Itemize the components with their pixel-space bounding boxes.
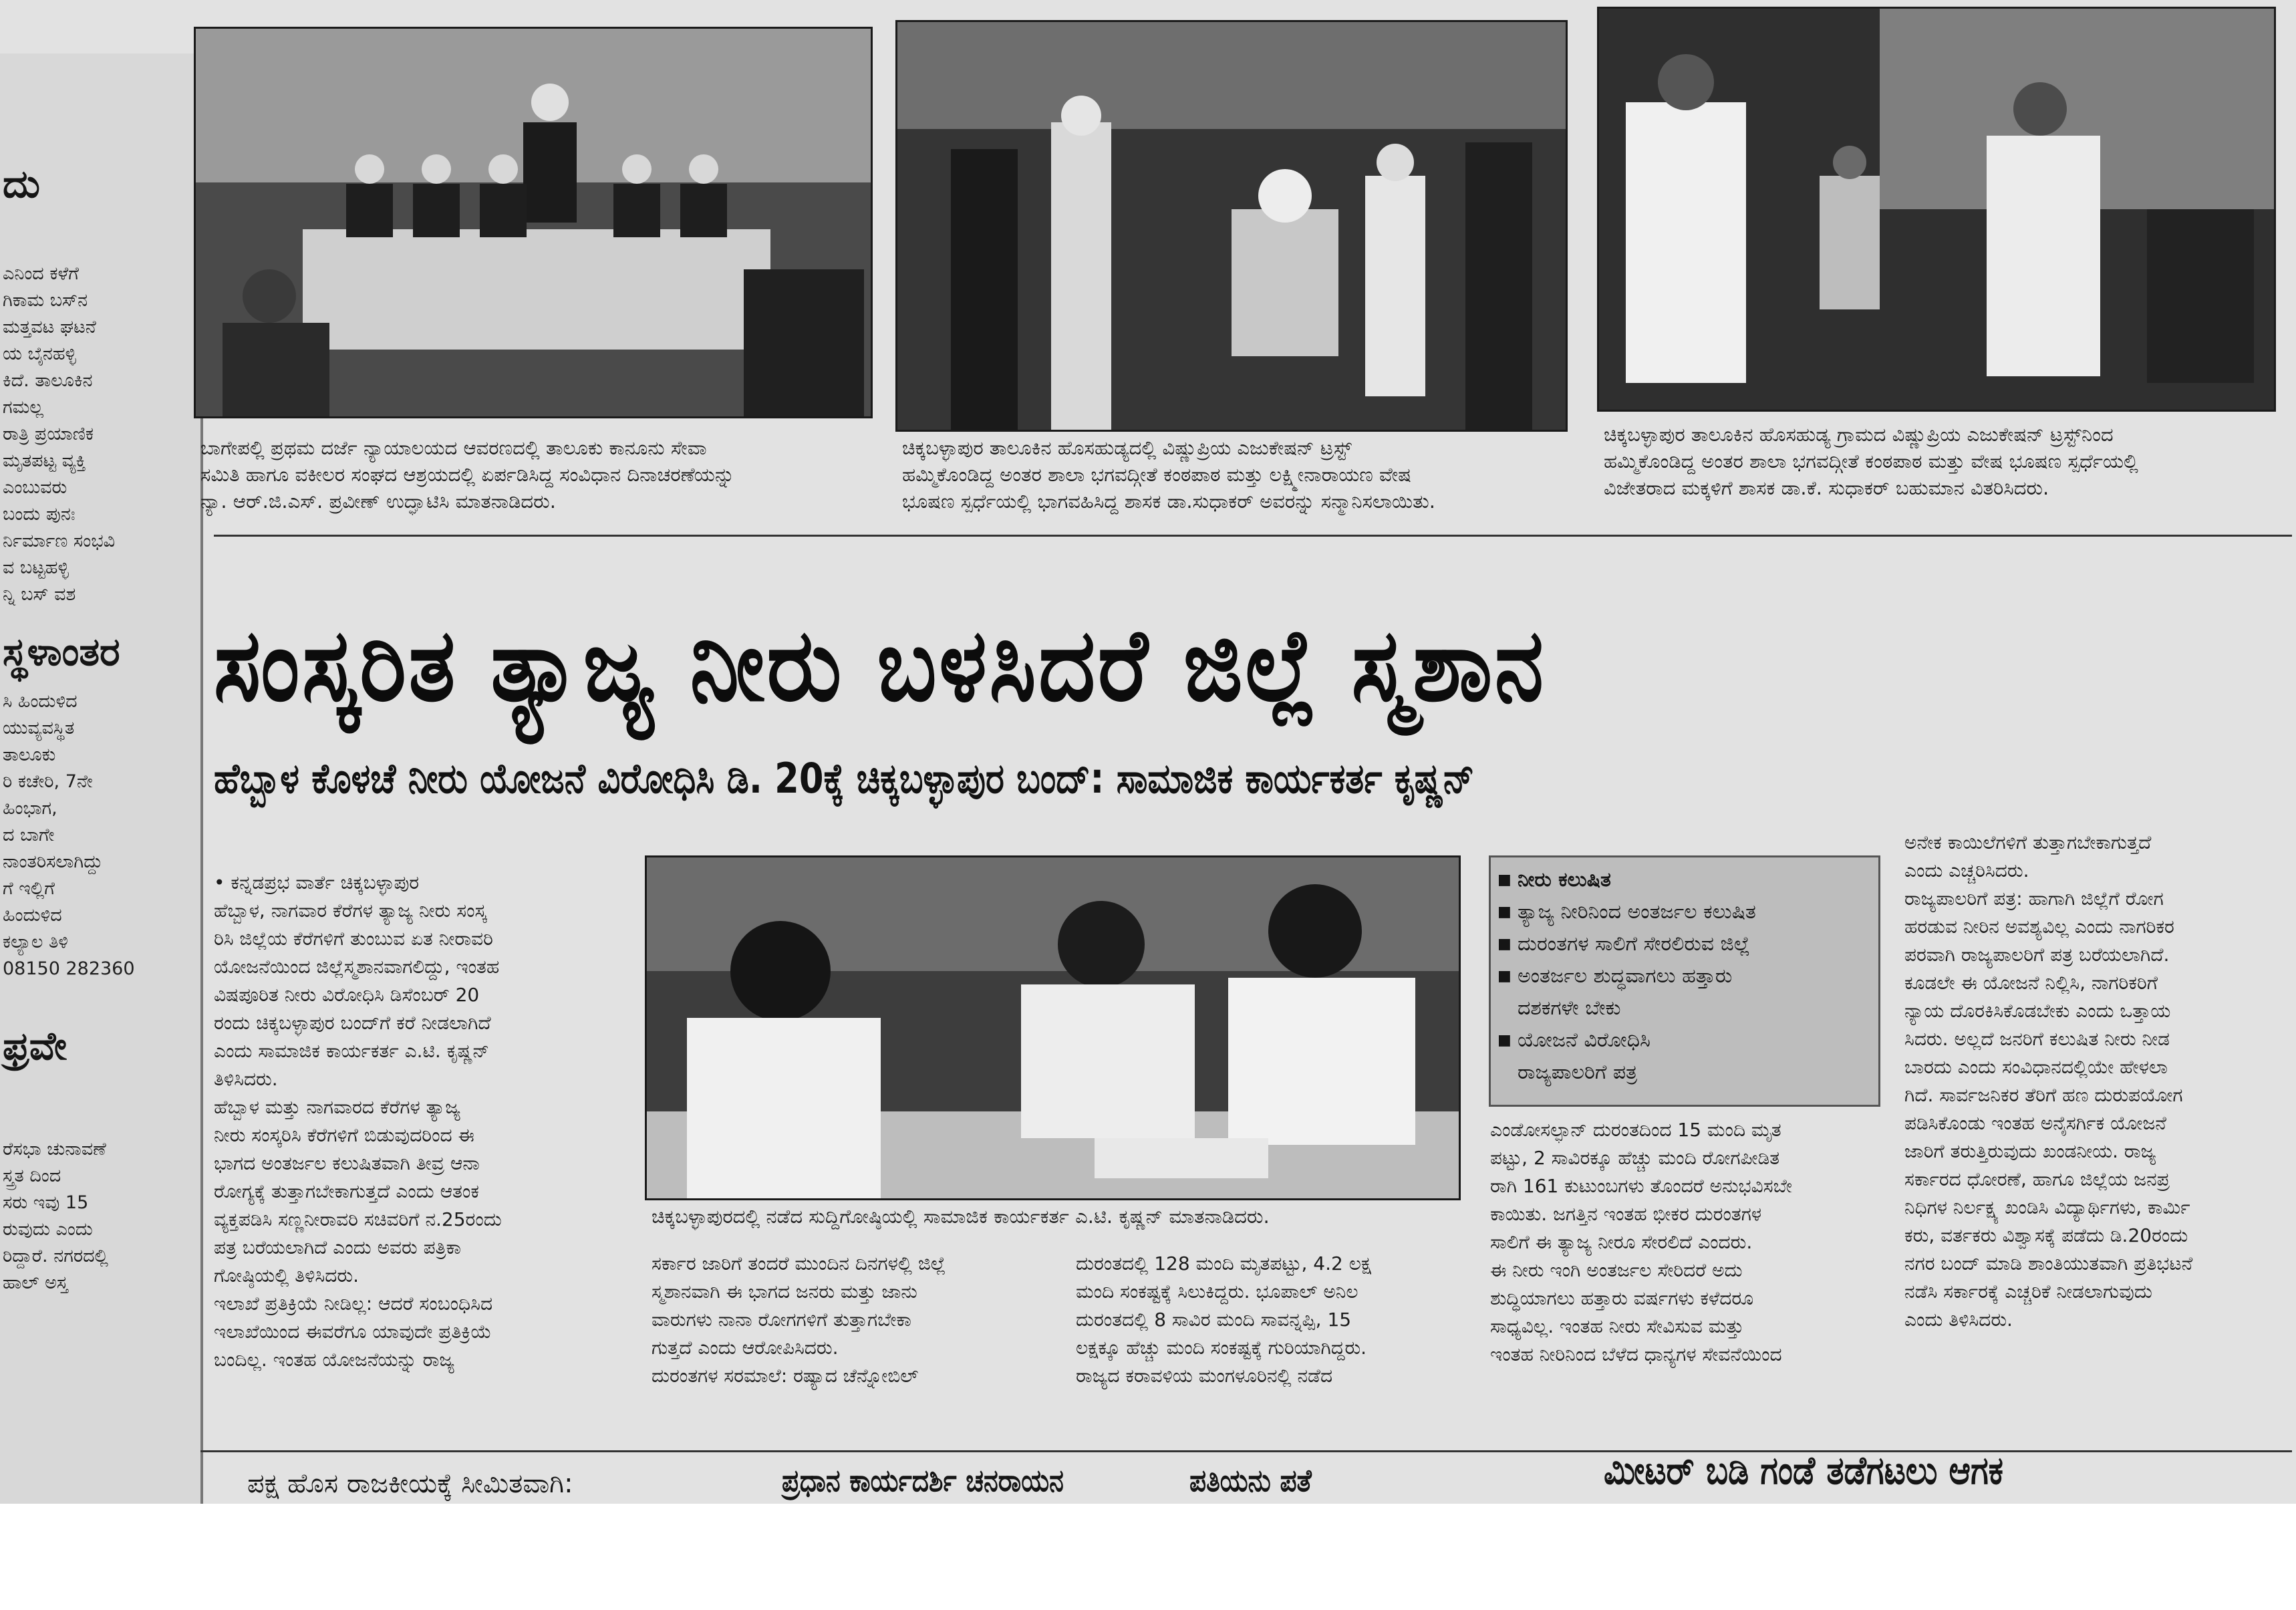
left-column-line: ಮತ್ತವಟ ಘಟನೆ	[3, 317, 96, 338]
fact-item: ದಶಕಗಳೇ ಬೇಕು	[1518, 996, 1621, 1020]
fact-box-title: ■ ನೀರು ಕಲುಷಿತ	[1491, 864, 1878, 896]
bottom-right-headline: ಮೀಟರ್ ಬಡಿ ಗಂಡೆ ತಡೆಗಟಲು ಆಗಕ	[1604, 1448, 2003, 1493]
bottom-left-headline-2: ಪತಿಯನು ಪತೆ	[1189, 1462, 1312, 1498]
fact-item: ■ ದುರಂತಗಳ ಸಾಲಿಗೆ ಸೇರಲಿರುವ ಜಿಲ್ಲೆ	[1491, 928, 1878, 960]
left-column-line: ರಿ ಕಚೇರಿ, 7ನೇ	[3, 771, 93, 792]
left-heading-1: ದು	[3, 161, 40, 207]
left-column-line: ತಾಲೂಕು	[3, 745, 56, 765]
photo-press-meet	[645, 855, 1461, 1200]
left-column-line: ಹಾಲ್ ಅಸ್ತ	[3, 1272, 68, 1293]
left-heading-3: ಫ್ರವೇ	[3, 1023, 67, 1069]
main-headline: ಸಂಸ್ಕರಿತ ತ್ಯಾಜ್ಯ ನೀರು ಬಳಸಿದರೆ ಜಿಲ್ಲೆ ಸ್ಮಶಾನ	[214, 606, 1546, 724]
bottom-left-headline: ಪ್ರಧಾನ ಕಾರ್ಯದರ್ಶಿ ಚನರಾಯನ	[782, 1462, 1064, 1498]
article-column-4: ಎಂಡೋಸಲ್ಫಾನ್ ದುರಂತದಿಂದ 15 ಮಂದಿ ಮೃತ ಪಟ್ಟು, 2 ಸಾವಿರಕ್ಕೂ ಹೆಚ್ಚು ಮಂದಿ ರೋಗಪೀಡಿತ ರಾಗಿ 161 ಕುಟುಂಬಗಳು ತೊಂದರೆ ಅನುಭವಿಸಬೇ ಕಾಯಿತು. ಜಗತ್ತಿನ ಇಂತಹ ಭೀಕರ ದುರಂತಗಳ ಸಾಲಿಗೆ ಈ ತ್ಯಾಜ್ಯ ನೀರೂ ಸೇರಲಿದೆ ಎಂದರು. ಈ ನೀರು ಇಂಗಿ ಅಂತರ್ಜಲ ಸೇರಿದರೆ ಅದು ಶುದ್ಧಿಯಾಗಲು ಹತ್ತಾರು ವರ್ಷಗಳು ಕಳೆದರೂ ಸಾಧ್ಯವಿಲ್ಲ. ಇಂತಹ ನೀರು ಸೇವಿಸುವ ಮತ್ತು ಇಂತಹ ನೀರಿನಿಂದ ಬೆಳೆದ ಧಾನ್ಯಗಳ ಸೇವನೆಯಿಂದ	[1490, 1119, 1792, 1365]
photo-prize-caption: ಚಿಕ್ಕಬಳ್ಳಾಪುರ ತಾಲೂಕಿನ ಹೊಸಹುಡ್ಯ ಗ್ರಾಮದ ವಿಷ್ಣುಪ್ರಿಯ ಎಜುಕೇಷನ್ ಟ್ರಸ್ಟ್‌ನಿಂದ ಹಮ್ಮಿಕೊಂಡಿದ್ದ ಅಂತರ ಶಾಲಾ ಭಗವದ್ಗೀತೆ ಕಂಠಪಾಠ ಮತ್ತು ವೇಷ ಭೂಷಣ ಸ್ಪರ್ಧೆಯಲ್ಲಿ ವಿಜೇತರಾದ ಮಕ್ಕಳಿಗೆ ಶಾಸಕ ಡಾ.ಕೆ. ಸುಧಾಕರ್ ಬಹುಮಾನ ವಿತರಿಸಿದರು.	[1604, 423, 2138, 499]
left-column-line: ನಾಂತರಿಸಲಾಗಿದ್ದು	[3, 851, 103, 872]
photo-felicitation	[895, 20, 1568, 432]
left-column-line: ಸ್ತ್ರತ ದಿಂದ	[3, 1166, 61, 1186]
photo-press-meet-caption: ಚಿಕ್ಕಬಳ್ಳಾಪುರದಲ್ಲಿ ನಡೆದ ಸುದ್ದಿಗೋಷ್ಠಿಯಲ್ಲಿ ಸಾಮಾಜಿಕ ಕಾರ್ಯಕರ್ತ ಎ.ಟಿ. ಕೃಷ್ಣನ್ ಮಾತನಾಡಿದರು.	[652, 1205, 1270, 1228]
left-lines-2	[0, 688, 200, 982]
article-column-2: ಸರ್ಕಾರ ಜಾರಿಗೆ ತಂದರೆ ಮುಂದಿನ ದಿನಗಳಲ್ಲಿ ಜಿಲ್ಲೆ ಸ್ಮಶಾನವಾಗಿ ಈ ಭಾಗದ ಜನರು ಮತ್ತು ಜಾನು ವಾರುಗಳು ನಾನಾ ರೋಗಗಳಿಗೆ ತುತ್ತಾಗಬೇಕಾ ಗುತ್ತದೆ ಎಂದು ಆರೋಪಿಸಿದರು. ದುರಂತಗಳ ಸರಮಾಲೆ: ರಷ್ಯಾದ ಚೆನ್ನೋಬಿಲ್	[652, 1252, 946, 1387]
article-column-1: • ಕನ್ನಡಪ್ರಭ ವಾರ್ತೆ ಚಿಕ್ಕಬಳ್ಳಾಪುರ ಹೆಬ್ಬಾಳ, ನಾಗವಾರ ಕೆರೆಗಳ ತ್ಯಾಜ್ಯ ನೀರು ಸಂಸ್ಕ ರಿಸಿ ಜಿಲ್ಲೆಯ ಕೆರೆಗಳಿಗೆ ತುಂಬುವ ಏತ ನೀರಾವರಿ ಯೋಜನೆಯಿಂದ ಜಿಲ್ಲೆಸ್ಮಶಾನವಾಗಲಿದ್ದು, ಇಂತಹ ವಿಷಪೂರಿತ ನೀರು ವಿರೋಧಿಸಿ ಡಿಸೆಂಬರ್ 20 ರಂದು ಚಿಕ್ಕಬಳ್ಳಾಪುರ ಬಂದ್‌ಗೆ ಕರೆ ನೀಡಲಾಗಿದೆ ಎಂದು ಸಾಮಾಜಿಕ ಕಾರ್ಯಕರ್ತ ಎ.ಟಿ. ಕೃಷ್ಣನ್ ತಿಳಿಸಿದರು. ಹೆಬ್ಬಾಳ ಮತ್ತು ನಾಗವಾರದ ಕೆರೆಗಳ ತ್ಯಾಜ್ಯ ನೀರು ಸಂಸ್ಕರಿಸಿ ಕೆರೆಗಳಿಗೆ ಬಿಡುವುದರಿಂದ ಈ ಭಾಗದ ಅಂತರ್ಜಲ ಕಲುಷಿತವಾಗಿ ತೀವ್ರ ಆನಾ ರೋಗ್ಯಕ್ಕೆ ತುತ್ತಾಗಬೇಕಾಗುತ್ತದೆ ಎಂದು ಆತಂಕ ವ್ಯಕ್ತಪಡಿಸಿ ಸಣ್ಣನೀರಾವರಿ ಸಚಿವರಿಗೆ ನ.25ರಂದು ಪತ್ರ ಬರೆಯಲಾಗಿದೆ ಎಂದು ಅವರು ಪತ್ರಿಕಾ ಗೋಷ್ಠಿಯಲ್ಲಿ ತಿಳಿಸಿದರು. ಇಲಾಖೆ ಪ್ರತಿಕ್ರಿಯೆ ನೀಡಿಲ್ಲ: ಆದರೆ ಸಂಬಂಧಿಸಿದ ಇಲಾಖೆಯಿಂದ ಈವರೆಗೂ ಯಾವುದೇ ಪ್ರತಿಕ್ರಿಯೆ ಬಂದಿಲ್ಲ. ಇಂತಹ ಯೋಜನೆಯನ್ನು ರಾಜ್ಯ	[214, 871, 502, 1371]
left-column-line: 08150 282360	[3, 958, 135, 979]
bottom-cut-line: ಪಕ್ಷ ಹೊಸ ರಾಜಕೀಯಕ್ಕೆ ಸೀಮಿತವಾಗಿ:	[247, 1468, 573, 1499]
article-column-3: ದುರಂತದಲ್ಲಿ 128 ಮಂದಿ ಮೃತಪಟ್ಟು, 4.2 ಲಕ್ಷ ಮಂದಿ ಸಂಕಷ್ಟಕ್ಕೆ ಸಿಲುಕಿದ್ದರು. ಭೂಪಾಲ್ ಅನಿಲ ದುರಂತದಲ್ಲಿ 8 ಸಾವಿರ ಮಂದಿ ಸಾವನ್ನಪ್ಪಿ, 15 ಲಕ್ಷಕ್ಕೂ ಹೆಚ್ಚು ಮಂದಿ ಸಂಕಷ್ಟಕ್ಕೆ ಗುರಿಯಾಗಿದ್ದರು. ರಾಜ್ಯದ ಕರಾವಳಿಯ ಮಂಗಳೂರಿನಲ್ಲಿ ನಡೆದ	[1076, 1252, 1372, 1387]
left-column-line: ಸಿ ಹಿಂದುಳಿದ	[3, 691, 78, 712]
left-column-line: ಗಿಕಾಮ ಬಸ್‌ನ	[3, 290, 88, 311]
left-column-line: ವ ಬಟ್ಟಹಳ್ಳಿ	[3, 557, 69, 578]
left-column-line: ಗೆ ಇಲ್ಲಿಗೆ	[3, 878, 55, 899]
fact-item: ■ ಅಂತರ್ಜಲ ಶುದ್ಧವಾಗಲು ಹತ್ತಾರು	[1491, 960, 1878, 992]
left-column-line: ಹಿಂಭಾಗ,	[3, 798, 57, 819]
left-column-line: ಮೃತಪಟ್ಟ ವ್ಯಕ್ತಿ	[3, 450, 86, 471]
left-column-line: ಕಲ್ಯಾಲ ತಿಳಿ	[3, 932, 69, 952]
left-column-line: ಗಮಲ್ಲ	[3, 397, 43, 418]
left-column-line: ರೆಸಭಾ ಚುನಾವಣೆ	[3, 1139, 106, 1160]
photo-court-event	[194, 27, 873, 418]
left-column-line: ರ್ನಿರ್ಮಾಣ ಸಂಭವಿ	[3, 531, 116, 551]
left-column-line: ದ ಬಾಗೇ	[3, 825, 55, 845]
left-lines-3	[0, 1136, 200, 1297]
left-column-line: ಹಿಂದುಳಿದ	[3, 905, 62, 926]
left-column-line: ರಾತ್ರಿ ಪ್ರಯಾಣಿಕ	[3, 424, 94, 444]
left-column-line: ನ್ನಿ ಬಸ್ ವಶ	[3, 584, 76, 605]
fact-item: ■ ಯೋಜನೆ ವಿರೋಧಿಸಿ	[1491, 1025, 1878, 1057]
left-column-line: ಎಂಬುವರು	[3, 477, 67, 498]
left-column-line: ಕಿದೆ. ತಾಲೂಕಿನ	[3, 370, 93, 391]
sub-headline: ಹೆಬ್ಬಾಳ ಕೊಳಚೆ ನೀರು ಯೋಜನೆ ವಿರೋಧಿಸಿ ಡಿ. 20ಕ್ಕೆ ಚಿಕ್ಕಬಳ್ಳಾಪುರ ಬಂದ್: ಸಾಮಾಜಿಕ ಕಾರ್ಯಕರ್ತ ಕೃಷ್ಣನ್	[214, 754, 1475, 803]
left-lines-1	[0, 261, 200, 608]
left-column-line: ಎನಿಂದ ಕಳೆಗೆ	[3, 263, 79, 284]
left-column-line: ರುವುದು ಎಂದು	[3, 1219, 93, 1240]
left-heading-2: ಸ್ಥಳಾಂತರ	[3, 629, 120, 674]
left-column-line: ರಿದ್ದಾರೆ. ನಗರದಲ್ಲಿ	[3, 1246, 108, 1266]
left-column-line: ಯುವ್ಯವಸ್ಥಿತ	[3, 718, 75, 739]
section-rule	[214, 535, 2292, 537]
photo-felicitation-caption: ಚಿಕ್ಕಬಳ್ಳಾಪುರ ತಾಲೂಕಿನ ಹೊಸಹುಡ್ಯದಲ್ಲಿ ವಿಷ್ಣುಪ್ರಿಯ ಎಜುಕೇಷನ್ ಟ್ರಸ್ಟ್ ಹಮ್ಮಿಕೊಂಡಿದ್ದ ಅಂತರ ಶಾಲಾ ಭಗವದ್ಗೀತೆ ಕಂಠಪಾಠ ಮತ್ತು ಲಕ್ಷ್ಮೀನಾರಾಯಣ ವೇಷ ಭೂಷಣ ಸ್ಪರ್ಧೆಯಲ್ಲಿ ಭಾಗವಹಿಸಿದ್ದ ಶಾಸಕ ಡಾ.ಸುಧಾಕರ್ ಅವರನ್ನು ಸನ್ಮಾನಿಸಲಾಯಿತು.	[902, 436, 1435, 513]
scan-margin	[0, 1504, 2296, 1610]
left-column-line: ಯ ಬೈನಹಳ್ಳಿ	[3, 344, 76, 364]
left-column-line: ಸರು ಇವು 15	[3, 1192, 89, 1213]
photo-court-caption: ಬಾಗೇಪಲ್ಲಿ ಪ್ರಥಮ ದರ್ಜೆ ನ್ಯಾಯಾಲಯದ ಆವರಣದಲ್ಲಿ ತಾಲೂಕು ಕಾನೂನು ಸೇವಾ ಸಮಿತಿ ಹಾಗೂ ವಕೀಲರ ಸಂಘದ ಆಶ್ರಯದಲ್ಲಿ ಏರ್ಪಡಿಸಿದ್ದ ಸಂವಿಧಾನ ದಿನಾಚರಣೆಯನ್ನು ನ್ಯಾ. ಆರ್.ಜಿ.ಎಸ್. ಪ್ರವೀಣ್ ಉದ್ಘಾಟಿಸಿ ಮಾತನಾಡಿದರು.	[200, 436, 735, 513]
fact-item: ■ ತ್ಯಾಜ್ಯ ನೀರಿನಿಂದ ಅಂತರ್ಜಲ ಕಲುಷಿತ	[1491, 896, 1878, 928]
photo-prize-distribution	[1597, 7, 2276, 412]
left-column-line: ಬಂದು ಪುನಃ	[3, 504, 76, 525]
fact-box	[1489, 855, 1880, 1107]
fact-item: ರಾಜ್ಯಪಾಲರಿಗೆ ಪತ್ರ	[1518, 1061, 1638, 1084]
left-column	[0, 53, 200, 1504]
article-column-5: ಅನೇಕ ಕಾಯಿಲೆಗಳಿಗೆ ತುತ್ತಾಗಬೇಕಾಗುತ್ತದೆ ಎಂದು ಎಚ್ಚರಿಸಿದರು. ರಾಜ್ಯಪಾಲರಿಗೆ ಪತ್ರ: ಹಾಗಾಗಿ ಜಿಲ್ಲೆಗೆ ರೋಗ ಹರಡುವ ನೀರಿನ ಅವಶ್ಯವಿಲ್ಲ ಎಂದು ನಾಗರಿಕರ ಪರವಾಗಿ ರಾಜ್ಯಪಾಲರಿಗೆ ಪತ್ರ ಬರೆಯಲಾಗಿದೆ. ಕೂಡಲೇ ಈ ಯೋಜನೆ ನಿಲ್ಲಿಸಿ, ನಾಗರಿಕರಿಗೆ ನ್ಯಾಯ ದೊರಕಿಸಿಕೊಡಬೇಕು ಎಂದು ಒತ್ತಾಯ ಸಿದರು. ಅಲ್ಲದೆ ಜನರಿಗೆ ಕಲುಷಿತ ನೀರು ನೀಡ ಬಾರದು ಎಂದು ಸಂವಿಧಾನದಲ್ಲಿಯೇ ಹೇಳಲಾ ಗಿದೆ. ಸಾರ್ವಜನಿಕರ ತೆರಿಗೆ ಹಣ ದುರುಪಯೋಗ ಪಡಿಸಿಕೊಂಡು ಇಂತಹ ಅನೈಸರ್ಗಿಕ ಯೋಜನೆ ಜಾರಿಗೆ ತರುತ್ತಿರುವುದು ಖಂಡನೀಯ. ರಾಜ್ಯ ಸರ್ಕಾರದ ಧೋರಣೆ, ಹಾಗೂ ಜಿಲ್ಲೆಯ ಜನಪ್ರ ನಿಧಿಗಳ ನಿರ್ಲಕ್ಷ್ಯ ಖಂಡಿಸಿ ವಿದ್ಯಾರ್ಥಿಗಳು, ಕಾರ್ಮಿ ಕರು, ವರ್ತಕರು ವಿಶ್ವಾಸಕ್ಕೆ ಪಡೆದು ಡಿ.20ರಂದು ನಗರ ಬಂದ್ ಮಾಡಿ ಶಾಂತಿಯುತವಾಗಿ ಪ್ರತಿಭಟನೆ ನಡೆಸಿ ಸರ್ಕಾರಕ್ಕೆ ಎಚ್ಚರಿಕೆ ನೀಡಲಾಗುವುದು ಎಂದು ತಿಳಿಸಿದರು.	[1904, 831, 2193, 1331]
